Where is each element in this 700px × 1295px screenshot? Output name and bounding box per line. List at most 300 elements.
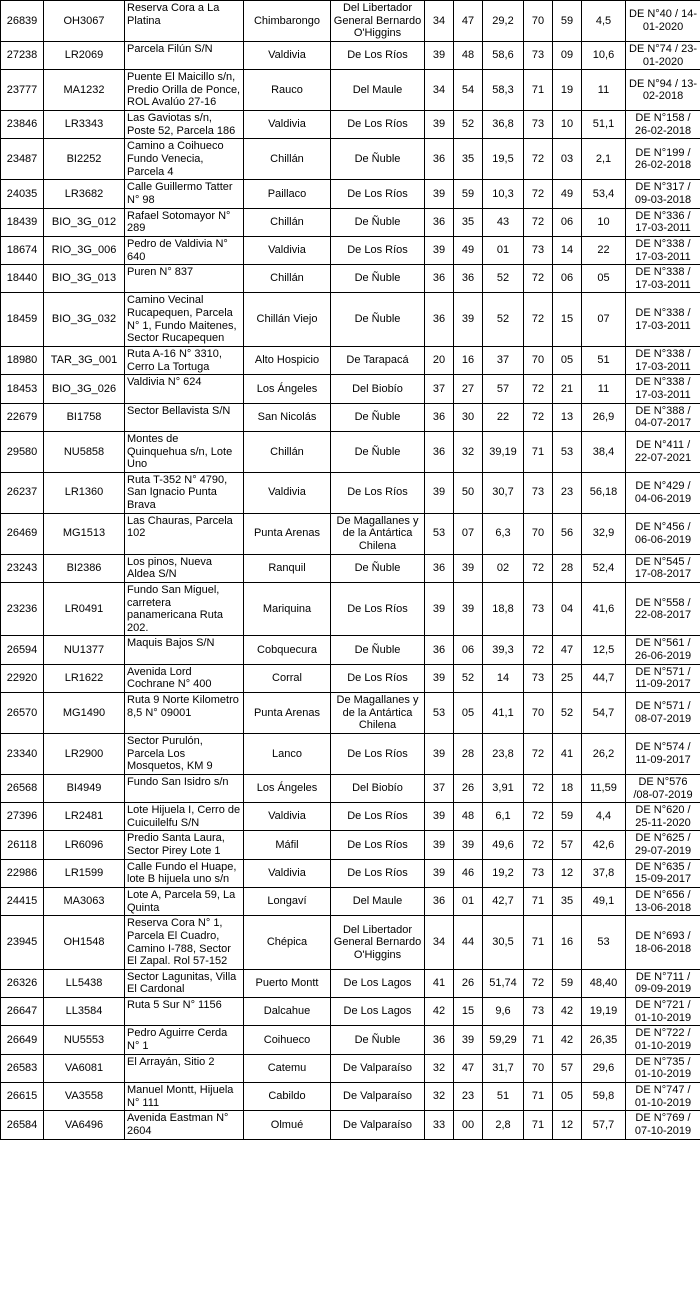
cell-decree: DE N°74 / 23-01-2020 [626,41,700,69]
cell-lat_deg: 39 [425,41,454,69]
cell-address: Lote Hijuela I, Cerro de Cuicuilelfu S/N [125,803,244,831]
cell-lon_sec: 42,6 [582,831,626,859]
cell-address: Puren N° 837 [125,265,244,293]
cell-city: Catemu [244,1054,331,1082]
cell-city: Punta Arenas [244,693,331,734]
cell-lon_sec: 44,7 [582,664,626,692]
cell-lat_min: 26 [454,774,483,802]
cell-id: 24415 [1,888,44,916]
cell-city: Chépica [244,916,331,970]
cell-lon_deg: 72 [524,969,553,997]
cell-decree: DE N°40 / 14-01-2020 [626,1,700,42]
cell-lat_deg: 32 [425,1054,454,1082]
cell-lon_min: 23 [553,472,582,513]
cell-id: 26584 [1,1111,44,1139]
table-row [1,265,700,293]
cell-lat_sec: 51,74 [483,969,524,997]
cell-decree: DE N°576 /08-07-2019 [626,774,700,802]
cell-decree: DE N°338 / 17-03-2011 [626,347,700,375]
table-row [1,139,700,180]
cell-lat_deg: 33 [425,1111,454,1139]
cell-lat_min: 39 [454,582,483,636]
cell-lon_sec: 07 [582,293,626,347]
cell-region: De Ñuble [331,265,425,293]
cell-lon_deg: 72 [524,139,553,180]
cell-address: Puente El Maicillo s/n, Predio Orilla de Ponce, ROL Avalúo 27-16 [125,70,244,111]
cell-lat_sec: 30,5 [483,916,524,970]
cell-lat_deg: 20 [425,347,454,375]
cell-decree: DE N°635 / 15-09-2017 [626,859,700,887]
cell-region: Del Maule [331,888,425,916]
table-row [1,774,700,802]
table-row [1,831,700,859]
cell-lon_min: 25 [553,664,582,692]
cell-id: 27396 [1,803,44,831]
cell-lon_sec: 56,18 [582,472,626,513]
cell-city: San Nicolás [244,403,331,431]
cell-city: Alto Hospicio [244,347,331,375]
cell-lon_sec: 53,4 [582,180,626,208]
cell-decree: DE N°620 / 25-11-2020 [626,803,700,831]
cell-lat_deg: 34 [425,1,454,42]
cell-decree: DE N°199 / 26-02-2018 [626,139,700,180]
cell-lat_deg: 39 [425,180,454,208]
cell-lon_sec: 59,8 [582,1082,626,1110]
cell-region: Del Biobío [331,774,425,802]
cell-decree: DE N°711 / 09-09-2019 [626,969,700,997]
cell-lon_min: 59 [553,1,582,42]
cell-code: LR1360 [44,472,125,513]
cell-lon_min: 59 [553,803,582,831]
table-row [1,1,700,42]
cell-code: MA3063 [44,888,125,916]
cell-lat_min: 27 [454,375,483,403]
cell-lon_sec: 57,7 [582,1111,626,1139]
cell-lat_sec: 14 [483,664,524,692]
table-row [1,1054,700,1082]
cell-lat_min: 52 [454,111,483,139]
cell-city: Rauco [244,70,331,111]
cell-lat_sec: 39,3 [483,636,524,664]
cell-lat_sec: 29,2 [483,1,524,42]
cell-lon_min: 35 [553,888,582,916]
cell-lat_deg: 39 [425,831,454,859]
cell-address: Reserva Cora a La Platina [125,1,244,42]
table-row [1,664,700,692]
cell-lon_sec: 53 [582,916,626,970]
cell-lon_deg: 71 [524,888,553,916]
cell-id: 18453 [1,375,44,403]
cell-lat_min: 05 [454,693,483,734]
cell-lat_deg: 39 [425,859,454,887]
cell-lon_deg: 71 [524,431,553,472]
cell-code: TAR_3G_001 [44,347,125,375]
cell-lon_min: 19 [553,70,582,111]
cell-lat_sec: 58,6 [483,41,524,69]
cell-address: Las Chauras, Parcela 102 [125,513,244,554]
cell-code: BI1758 [44,403,125,431]
cell-id: 22920 [1,664,44,692]
cell-lat_deg: 39 [425,803,454,831]
table-row [1,208,700,236]
cell-address: Montes de Quinquehua s/n, Lote Uno [125,431,244,472]
cell-lon_deg: 71 [524,916,553,970]
cell-lat_deg: 36 [425,208,454,236]
cell-region: De Los Ríos [331,111,425,139]
cell-region: Del Libertador General Bernardo O'Higgins [331,916,425,970]
cell-lat_min: 49 [454,236,483,264]
cell-id: 24035 [1,180,44,208]
cell-lat_sec: 41,1 [483,693,524,734]
cell-city: Coihueco [244,1026,331,1054]
cell-city: Puerto Montt [244,969,331,997]
cell-region: De Ñuble [331,293,425,347]
cell-lat_min: 06 [454,636,483,664]
cell-code: BIO_3G_012 [44,208,125,236]
cell-lon_deg: 73 [524,472,553,513]
cell-code: VA6496 [44,1111,125,1139]
cell-region: De Magallanes y de la Antártica Chilena [331,693,425,734]
cell-lat_deg: 53 [425,693,454,734]
cell-code: BI4949 [44,774,125,802]
cell-code: MA1232 [44,70,125,111]
cell-lat_sec: 22 [483,403,524,431]
cell-id: 26469 [1,513,44,554]
cell-city: Chillán [244,265,331,293]
cell-lat_sec: 57 [483,375,524,403]
cell-id: 18459 [1,293,44,347]
table-row [1,1026,700,1054]
table-row [1,111,700,139]
table-row [1,472,700,513]
cell-region: De Los Lagos [331,969,425,997]
cell-lon_min: 47 [553,636,582,664]
cell-decree: DE N°338 / 17-03-2011 [626,375,700,403]
cell-city: Máfil [244,831,331,859]
table-row [1,693,700,734]
cell-lon_sec: 41,6 [582,582,626,636]
cell-decree: DE N°338 / 17-03-2011 [626,293,700,347]
cell-region: De Los Ríos [331,236,425,264]
cell-code: NU5858 [44,431,125,472]
cell-decree: DE N°336 / 17-03-2011 [626,208,700,236]
cell-lat_min: 01 [454,888,483,916]
cell-region: De Ñuble [331,1026,425,1054]
cell-address: Pedro de Valdivia N° 640 [125,236,244,264]
cell-id: 23340 [1,733,44,774]
cell-code: BIO_3G_013 [44,265,125,293]
cell-city: Ranquil [244,554,331,582]
cell-lat_deg: 36 [425,554,454,582]
cell-lon_deg: 73 [524,859,553,887]
cell-lat_sec: 2,8 [483,1111,524,1139]
cell-lat_sec: 30,7 [483,472,524,513]
cell-lon_sec: 11 [582,375,626,403]
cell-city: Chillán [244,208,331,236]
cell-lat_min: 39 [454,554,483,582]
cell-lat_min: 52 [454,664,483,692]
cell-decree: DE N°721 / 01-10-2019 [626,998,700,1026]
cell-id: 22679 [1,403,44,431]
cell-lat_min: 47 [454,1,483,42]
cell-lat_sec: 42,7 [483,888,524,916]
cell-region: De Tarapacá [331,347,425,375]
cell-city: Cabildo [244,1082,331,1110]
cell-lat_min: 35 [454,139,483,180]
cell-id: 23945 [1,916,44,970]
table-row [1,236,700,264]
cell-lon_min: 09 [553,41,582,69]
cell-lon_deg: 72 [524,733,553,774]
cell-region: De Los Ríos [331,180,425,208]
cell-lat_sec: 18,8 [483,582,524,636]
cell-region: De Los Lagos [331,998,425,1026]
cell-address: Calle Guillermo Tatter N° 98 [125,180,244,208]
cell-lat_min: 15 [454,998,483,1026]
cell-region: De Valparaíso [331,1082,425,1110]
cell-lat_min: 39 [454,293,483,347]
cell-lon_sec: 10 [582,208,626,236]
cell-lon_deg: 72 [524,293,553,347]
cell-lat_min: 48 [454,803,483,831]
cell-lon_deg: 72 [524,375,553,403]
cell-lon_deg: 71 [524,70,553,111]
cell-lon_min: 12 [553,1111,582,1139]
cell-id: 26568 [1,774,44,802]
cell-city: Dalcahue [244,998,331,1026]
cell-region: De Ñuble [331,403,425,431]
cell-code: LR6096 [44,831,125,859]
cell-lat_deg: 53 [425,513,454,554]
cell-city: Chillán [244,431,331,472]
cell-lat_sec: 43 [483,208,524,236]
cell-decree: DE N°571 / 11-09-2017 [626,664,700,692]
cell-lon_deg: 73 [524,998,553,1026]
cell-address: Fundo San Miguel, carretera panamericana Ruta 202. [125,582,244,636]
cell-region: De Los Ríos [331,831,425,859]
cell-lon_deg: 73 [524,236,553,264]
cell-id: 26647 [1,998,44,1026]
cell-lon_sec: 37,8 [582,859,626,887]
cell-code: VA6081 [44,1054,125,1082]
cell-code: LR1622 [44,664,125,692]
cell-lat_deg: 42 [425,998,454,1026]
cell-lon_deg: 73 [524,41,553,69]
table-row [1,636,700,664]
cell-decree: DE N°388 / 04-07-2017 [626,403,700,431]
cell-lat_deg: 37 [425,774,454,802]
cell-lon_deg: 72 [524,774,553,802]
cell-lon_sec: 38,4 [582,431,626,472]
cell-lon_deg: 70 [524,347,553,375]
cell-lon_min: 21 [553,375,582,403]
cell-lat_min: 07 [454,513,483,554]
cell-lon_sec: 4,5 [582,1,626,42]
cell-region: De Los Ríos [331,41,425,69]
cell-lat_sec: 19,5 [483,139,524,180]
cell-id: 23777 [1,70,44,111]
table-row [1,293,700,347]
cell-id: 18674 [1,236,44,264]
cell-decree: DE N°735 / 01-10-2019 [626,1054,700,1082]
table-row [1,347,700,375]
cell-lat_sec: 9,6 [483,998,524,1026]
cell-lon_min: 53 [553,431,582,472]
cell-address: Camino a Coihueco Fundo Venecia, Parcela 4 [125,139,244,180]
cell-region: De Los Ríos [331,664,425,692]
cell-address: Calle Fundo el Huape, lote B hijuela uno s/n [125,859,244,887]
cell-lon_min: 18 [553,774,582,802]
cell-lon_min: 10 [553,111,582,139]
cell-lat_min: 00 [454,1111,483,1139]
cell-lon_sec: 51,1 [582,111,626,139]
cell-code: VA3558 [44,1082,125,1110]
cell-region: De Ñuble [331,636,425,664]
cell-lat_deg: 41 [425,969,454,997]
table-row [1,888,700,916]
cell-decree: DE N°558 / 22-08-2017 [626,582,700,636]
cell-lon_min: 49 [553,180,582,208]
cell-lat_min: 50 [454,472,483,513]
cell-lon_sec: 22 [582,236,626,264]
cell-lat_deg: 39 [425,472,454,513]
cell-lat_sec: 19,2 [483,859,524,887]
cell-lat_deg: 32 [425,1082,454,1110]
cell-city: Los Ángeles [244,375,331,403]
cell-city: Valdivia [244,472,331,513]
cell-id: 23487 [1,139,44,180]
cell-lon_sec: 29,6 [582,1054,626,1082]
cell-lon_sec: 54,7 [582,693,626,734]
cell-lon_sec: 48,40 [582,969,626,997]
cell-code: BI2252 [44,139,125,180]
cell-region: De Ñuble [331,208,425,236]
cell-code: RIO_3G_006 [44,236,125,264]
cell-code: BI2386 [44,554,125,582]
cell-lat_min: 47 [454,1054,483,1082]
cell-lat_sec: 49,6 [483,831,524,859]
cell-code: LR1599 [44,859,125,887]
table-row [1,582,700,636]
cell-lon_sec: 10,6 [582,41,626,69]
cell-city: Olmué [244,1111,331,1139]
cell-decree: DE N°625 / 29-07-2019 [626,831,700,859]
cell-decree: DE N°769 / 07-10-2019 [626,1111,700,1139]
cell-lon_min: 42 [553,1026,582,1054]
cell-city: Valdivia [244,859,331,887]
cell-lat_sec: 6,1 [483,803,524,831]
cell-lon_sec: 26,2 [582,733,626,774]
cell-lat_min: 59 [454,180,483,208]
cell-lon_sec: 12,5 [582,636,626,664]
cell-decree: DE N°94 / 13-02-2018 [626,70,700,111]
cell-address: Ruta 5 Sur N° 1156 [125,998,244,1026]
cell-lon_sec: 4,4 [582,803,626,831]
cell-city: Valdivia [244,803,331,831]
cell-lon_sec: 49,1 [582,888,626,916]
cell-address: Rafael Sotomayor N° 289 [125,208,244,236]
cell-id: 27238 [1,41,44,69]
cell-region: Del Maule [331,70,425,111]
cell-code: LR3343 [44,111,125,139]
cell-lon_deg: 71 [524,1026,553,1054]
cell-lon_sec: 11,59 [582,774,626,802]
cell-address: Los pinos, Nueva Aldea S/N [125,554,244,582]
cell-lon_min: 57 [553,1054,582,1082]
table-row [1,513,700,554]
cell-address: Ruta A-16 N° 3310, Cerro La Tortuga [125,347,244,375]
cell-lon_deg: 73 [524,582,553,636]
cell-address: Camino Vecinal Rucapequen, Parcela N° 1, Fundo Maitenes, Sector Rucapequen [125,293,244,347]
cell-city: Longaví [244,888,331,916]
cell-region: De Los Ríos [331,859,425,887]
cell-lat_sec: 3,91 [483,774,524,802]
cell-decree: DE N°574 / 11-09-2017 [626,733,700,774]
cell-decree: DE N°338 / 17-03-2011 [626,236,700,264]
cell-address: Predio Santa Laura, Sector Pirey Lote 1 [125,831,244,859]
cell-id: 26118 [1,831,44,859]
table-row [1,1111,700,1139]
cell-code: LR2069 [44,41,125,69]
cell-address: El Arrayán, Sitio 2 [125,1054,244,1082]
cell-lat_min: 48 [454,41,483,69]
cell-lat_deg: 39 [425,664,454,692]
cell-address: Ruta 9 Norte Kilometro 8,5 N° 09001 [125,693,244,734]
cell-code: LR2900 [44,733,125,774]
cell-lat_deg: 36 [425,888,454,916]
cell-decree: DE N°158 / 26-02-2018 [626,111,700,139]
cell-city: Paillaco [244,180,331,208]
cell-city: Mariquina [244,582,331,636]
cell-lon_sec: 52,4 [582,554,626,582]
cell-lon_min: 06 [553,265,582,293]
cell-id: 18980 [1,347,44,375]
cell-lat_deg: 34 [425,916,454,970]
cell-decree: DE N°656 / 13-06-2018 [626,888,700,916]
table-row [1,70,700,111]
cell-city: Lanco [244,733,331,774]
cell-region: Del Libertador General Bernardo O'Higgins [331,1,425,42]
cell-lat_deg: 34 [425,70,454,111]
cell-lon_deg: 73 [524,664,553,692]
cell-id: 26237 [1,472,44,513]
cell-city: Chimbarongo [244,1,331,42]
table-row [1,1082,700,1110]
cell-city: Valdivia [244,236,331,264]
cell-lat_sec: 01 [483,236,524,264]
cell-lon_min: 05 [553,347,582,375]
cell-address: Pedro Aguirre Cerda N° 1 [125,1026,244,1054]
cell-id: 26583 [1,1054,44,1082]
table-row [1,41,700,69]
cell-decree: DE N°747 / 01-10-2019 [626,1082,700,1110]
cell-id: 26615 [1,1082,44,1110]
table-row [1,431,700,472]
cell-address: Valdivia N° 624 [125,375,244,403]
cell-code: OH1548 [44,916,125,970]
cell-lon_deg: 70 [524,513,553,554]
cell-lon_deg: 72 [524,636,553,664]
cell-region: De Los Ríos [331,803,425,831]
cell-lon_min: 03 [553,139,582,180]
cell-lat_sec: 52 [483,265,524,293]
cell-lat_deg: 36 [425,403,454,431]
cell-city: Valdivia [244,41,331,69]
cell-lat_min: 35 [454,208,483,236]
cell-lat_sec: 39,19 [483,431,524,472]
cell-region: De Ñuble [331,139,425,180]
cell-decree: DE N°456 / 06-06-2019 [626,513,700,554]
